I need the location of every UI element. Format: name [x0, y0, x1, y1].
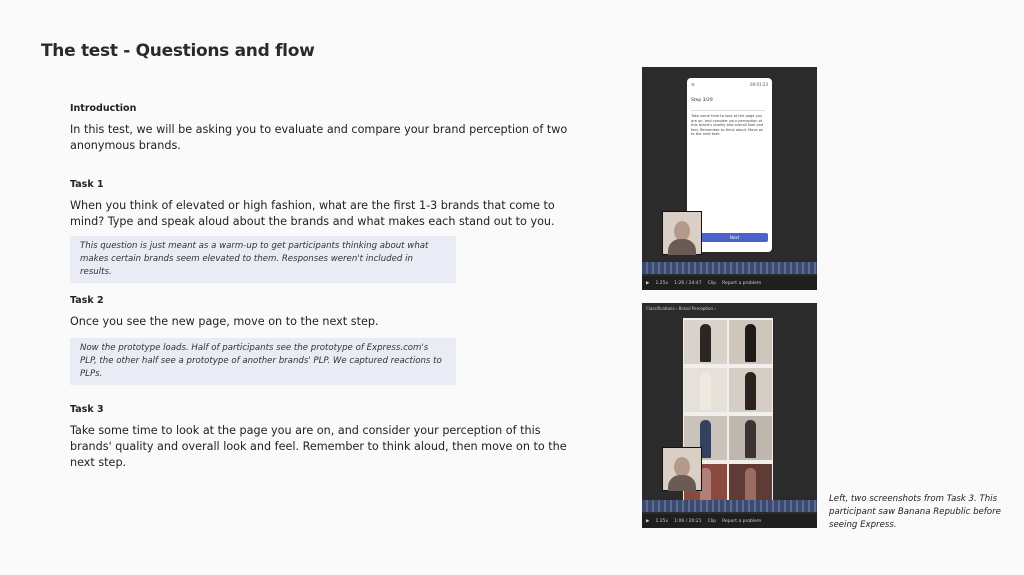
menu-icon: ☰ [691, 82, 695, 87]
introduction-section [70, 103, 570, 154]
breadcrumb: Classifications › Brand Perception › [646, 306, 716, 311]
clip-button[interactable]: Clip [707, 518, 717, 524]
report-problem-link[interactable]: Report a problem [722, 280, 762, 286]
product-tile[interactable] [684, 320, 727, 364]
task2-note: Now the prototype loads. Half of participants see the prototype of Express.com's PLP, the other half see a prototype of another brands' PLP. We captured reactions to PLPs. [70, 338, 456, 385]
screenshot-caption: Left, two screenshots from Task 3. This participant saw Banana Republic before seeing Express. [829, 494, 1001, 530]
video-timeline[interactable] [642, 262, 817, 274]
product-tile[interactable] [729, 416, 772, 460]
screenshot-task3-phone [642, 67, 817, 290]
participant-shoulders [668, 475, 696, 491]
playback-speed[interactable]: 1.25x [655, 280, 669, 286]
product-tile[interactable] [684, 368, 727, 412]
play-icon[interactable]: ▶ [646, 518, 650, 524]
participant-head [674, 457, 690, 477]
video-timeline[interactable] [642, 500, 817, 512]
video-time: 1:26 / 24:47 [674, 280, 702, 286]
timer: 00:01:23 [750, 82, 768, 87]
participant-head [674, 221, 690, 241]
product-tile[interactable] [729, 368, 772, 412]
task2-section [70, 295, 570, 385]
introduction-body: In this test, we will be asking you to evaluate and compare your brand perception of two anonymous brands. [70, 123, 568, 152]
video-time: 1:06 / 20:21 [674, 518, 702, 524]
phone-status-bar [691, 82, 768, 92]
task2-body: Once you see the new page, move on to the next step. [70, 315, 379, 328]
report-problem-link[interactable]: Report a problem [722, 518, 762, 524]
participant-webcam [662, 447, 702, 491]
clip-button[interactable]: Clip [707, 280, 717, 286]
next-button[interactable]: Next [701, 233, 768, 242]
participant-webcam [662, 211, 702, 255]
task2-heading: Task 2 [70, 295, 104, 306]
task3-section [70, 404, 570, 471]
step-counter: Step 3/29 [691, 98, 713, 103]
video-controls [642, 514, 817, 528]
task1-heading: Task 1 [70, 179, 104, 190]
task1-body: When you think of elevated or high fashion, what are the first 1-3 brands that come to mind? Type and speak aloud about the brands and what makes each stand out to you. [70, 199, 555, 228]
playback-speed[interactable]: 1.25x [655, 518, 669, 524]
task1-section [70, 179, 570, 283]
play-icon[interactable]: ▶ [646, 280, 650, 286]
product-tile[interactable] [729, 320, 772, 364]
task1-note: This question is just meant as a warm-up to get participants thinking about what makes certain brands seem elevated to them. Responses weren't included in results. [70, 236, 456, 283]
participant-shoulders [668, 239, 696, 255]
task3-heading: Task 3 [70, 404, 104, 415]
video-controls [642, 276, 817, 290]
page-title: The test - Questions and flow [41, 41, 315, 61]
introduction-heading: Introduction [70, 103, 137, 114]
screenshot-task3-plp [642, 303, 817, 528]
task-prompt: Take some time to look at the page you are on, and consider your perception of this brand's quality and overall look and feel. Remember to think aloud. Move on to the next task. [691, 110, 765, 137]
task3-body: Take some time to look at the page you are on, and consider your perception of this brands' quality and overall look and feel. Remember to think aloud, then move on to the next step. [70, 424, 567, 469]
